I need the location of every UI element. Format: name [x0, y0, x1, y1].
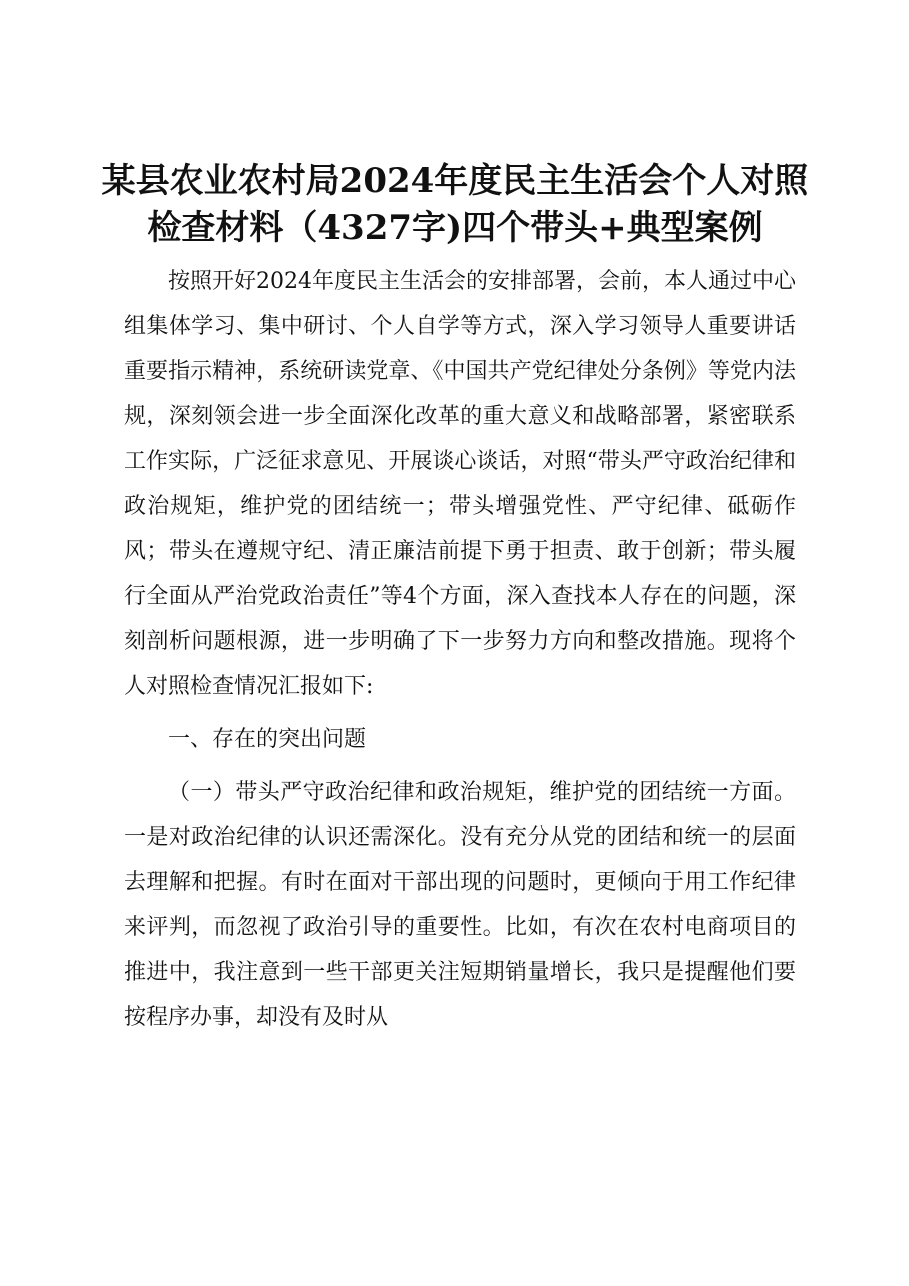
intro-paragraph: 按照开好2024年度民主生活会的安排部署，会前，本人通过中心组集体学习、集中研讨、个人自学等方式，深入学习领导人重要讲话重要指示精神，系统研读党章、《中国共产党纪律处分条例》等党内法规，深刻领会进一步全面深化改革的重大意义和战略部署，紧密联系工作实际，广泛征求意见、开展谈心谈话，对照“带头严守政治纪律和政治规矩，维护党的团结统一；带头增强党性、严守纪律、砥砺作风；带头在遵规守纪、清正廉洁前提下勇于担责、敢于创新；带头履行全面从严治党政治责任”等4个方面，深入查找本人存在的问题，深刻剖析问题根源，进一步明确了下一步努力方向和整改措施。现将个人对照检查情况汇报如下:: [124, 269, 796, 699]
document-body: [124, 259, 796, 1040]
document-title: 某县农业农村局2024年度民主生活会个人对照检查材料（4327字)四个带头+典型案例: [101, 161, 809, 248]
section-paragraph: （一）带头严守政治纪律和政治规矩，维护党的团结统一方面。一是对政治纪律的认识还需深化。没有充分从党的团结和统一的层面去理解和把握。有时在面对干部出现的问题时，更倾向于用工作纪律来评判，而忽视了政治引导的重要性。比如，有次在农村电商项目的推进中，我注意到一些干部更关注短期销量增长，我只是提醒他们要按程序办事，却没有及时从: [124, 780, 796, 1030]
section-heading: 一、存在的突出问题: [168, 727, 367, 752]
